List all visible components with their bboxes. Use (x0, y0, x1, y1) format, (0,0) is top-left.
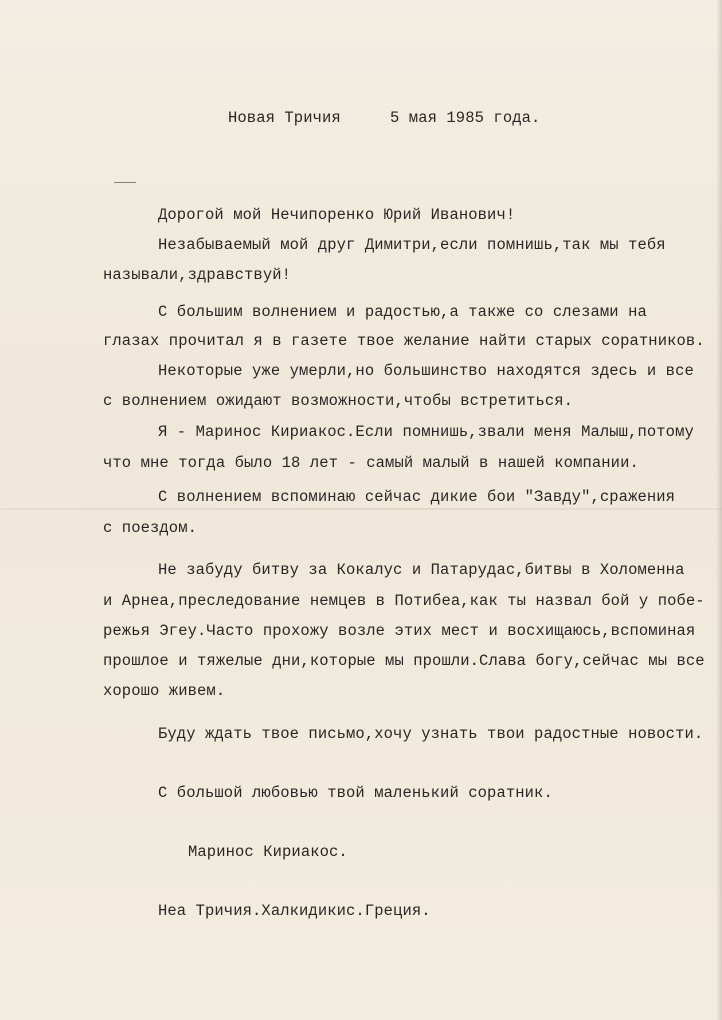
body-line: называли,здравствуй! (103, 266, 292, 284)
closing-line: С большой любовью твой маленький соратник. (158, 784, 553, 802)
paper-fold-line (0, 508, 722, 510)
body-line: хорошо живем. (103, 682, 226, 700)
header-date: 5 мая 1985 года. (390, 109, 541, 127)
body-line: прошлое и тяжелые дни,которые мы прошли.Слава богу,сейчас мы все (103, 652, 705, 670)
signature-name: Маринос Кириакос. (188, 843, 348, 861)
body-line: режья Эгеу.Часто прохожу возле этих мест и восхищаюсь,вспоминая (103, 622, 696, 640)
header-place: Новая Тричия (228, 109, 341, 127)
body-line: с поездом. (103, 519, 198, 537)
body-line: с волнением ожидают возможности,чтобы встретиться. (103, 392, 574, 410)
stray-ink-mark (114, 182, 136, 183)
paper-edge-shadow (716, 0, 722, 1020)
signature-address: Неа Тричия.Халкидикис.Греция. (158, 902, 431, 920)
body-line: Не забуду битву за Кокалус и Патарудас,битвы в Холоменна (158, 561, 685, 579)
salutation: Дорогой мой Нечипоренко Юрий Иванович! (158, 206, 516, 224)
body-line: что мне тогда было 18 лет - самый малый в нашей компании. (103, 454, 639, 472)
body-line: С волнением вспоминаю сейчас дикие бои "Завду",сражения (158, 488, 676, 506)
body-line: Незабываемый мой друг Димитри,если помнишь,так мы тебя (158, 236, 666, 254)
body-line: Я - Маринос Кириакос.Если помнишь,звали меня Малыш,потому (158, 423, 694, 441)
body-line: глазах прочитал я в газете твое желание найти старых соратников. (103, 332, 705, 350)
body-line: Некоторые уже умерли,но большинство находятся здесь и все (158, 362, 694, 380)
body-line: Буду ждать твое письмо,хочу узнать твои радостные новости. (158, 725, 704, 743)
body-line: С большим волнением и радостью,а также со слезами на (158, 303, 647, 321)
body-line: и Арнеа,преследование немцев в Потибеа,как ты назвал бой у побе- (103, 592, 705, 610)
